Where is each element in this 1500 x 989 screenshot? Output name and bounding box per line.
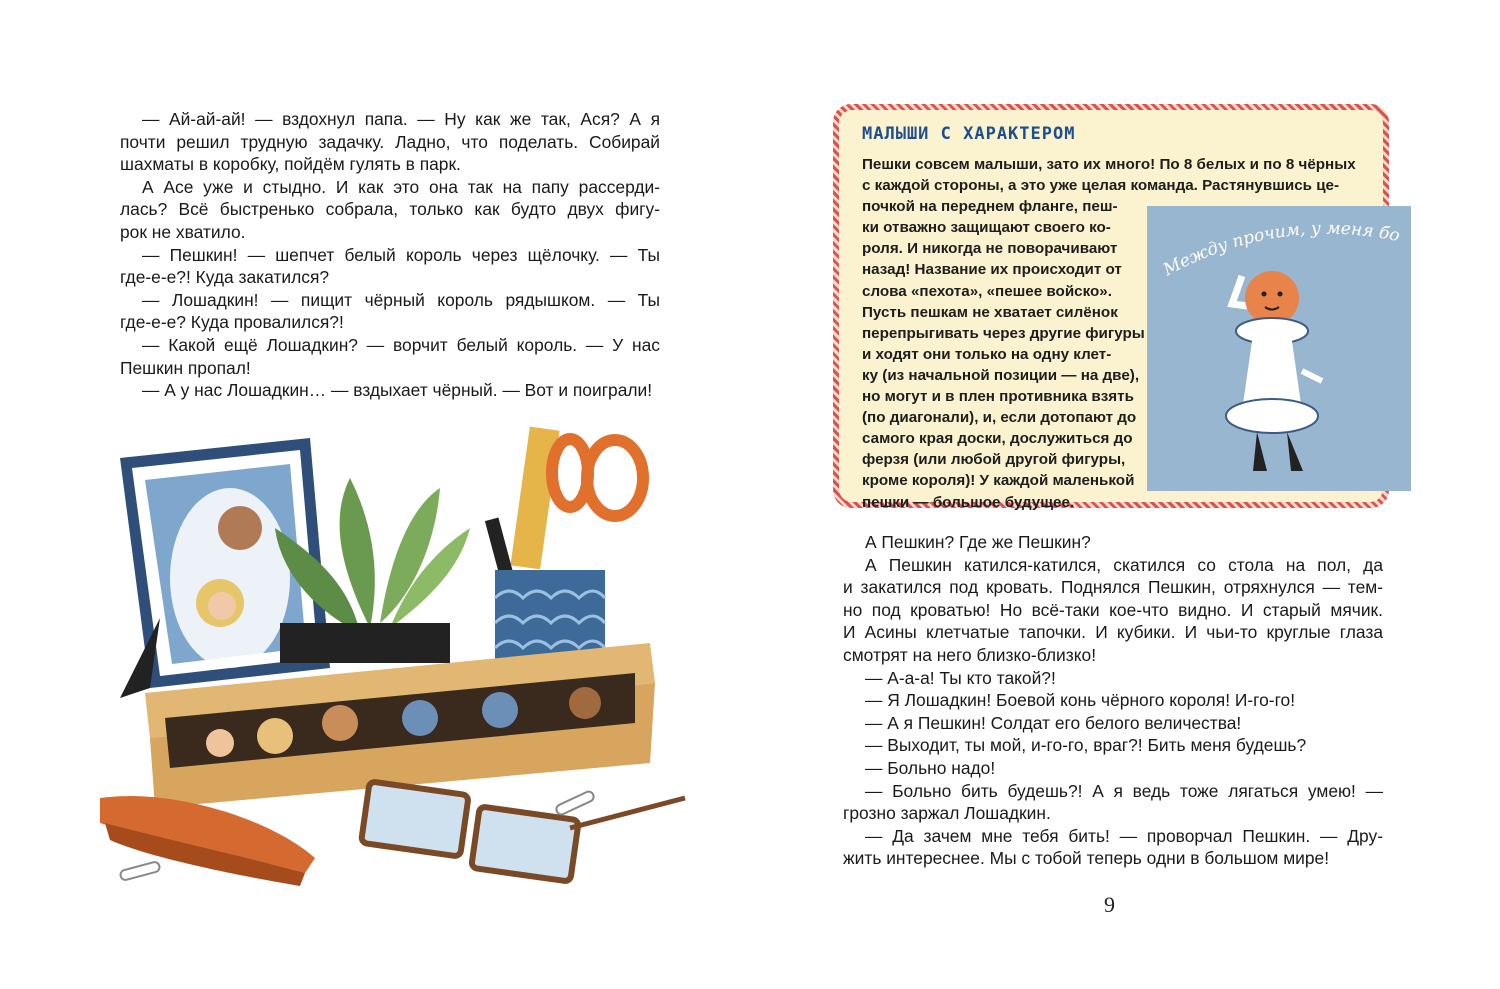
paragraph [843, 780, 1383, 825]
text-line: А Пешкин катился-катился, скатился со стола на пол, да [865, 554, 1383, 575]
text-line: смотрят на него близко-близко! [843, 644, 1097, 665]
sidebar-line: ку (из начальной позиции — на две), [862, 366, 1140, 384]
paragraph [120, 176, 660, 244]
text-line: — Я Лошадкин! Боевой конь чёрного короля! И-го-го! [865, 690, 1296, 711]
text-line: грозно заржал Лошадкин. [843, 803, 1051, 824]
text-line: — Пешкин! — шепчет белый король через щёлочку. — Ты [142, 244, 660, 265]
stapler [100, 796, 315, 886]
sidebar-line: роля. И никогда не поворачивают [862, 240, 1118, 258]
text-line: почти решил трудную задачку. Ладно, что поделать. Собирай [120, 131, 660, 152]
text-line: — Больно бить будешь?! А я ведь тоже лягаться умею! — [865, 780, 1383, 801]
desk-illustration [90, 418, 700, 898]
sidebar-line: почкой на переднем фланге, пеш- [862, 198, 1118, 216]
pawn-drawing [1147, 206, 1411, 491]
text-line: рок не хватило. [120, 221, 246, 242]
text-line: где-е-е?! Куда закатился? [120, 267, 330, 288]
sidebar-title: МАЛЫШИ С ХАРАКТЕРОМ [862, 124, 1076, 144]
right-page-text [843, 531, 1383, 870]
sidebar-line: Пешки совсем малыши, зато их много! По 8 белых и по 8 чёрных [862, 156, 1356, 173]
text-line: — А у нас Лошадкин… — вздыхает чёрный. — Вот и поиграли! [142, 380, 653, 401]
glasses [361, 781, 685, 881]
text-line: Пешкин пропал! [120, 357, 251, 378]
paragraph [843, 734, 1383, 757]
sidebar-line: ферзя (или любой другой фигуры, [862, 451, 1126, 469]
sidebar-line: ки отважно защищают своего ко- [862, 219, 1111, 237]
text-line: где-е-е? Куда провалился?! [120, 312, 344, 333]
text-line: — Какой ещё Лошадкин? — ворчит белый король. — У нас [142, 334, 660, 355]
sidebar-line: кроме короля)! У каждой маленькой [862, 472, 1135, 490]
text-line: — А-а-а! Ты кто такой?! [865, 667, 1056, 688]
text-line: А Пешкин? Где же Пешкин? [865, 532, 1091, 552]
pencil-cup [485, 427, 643, 660]
sidebar-line: Пусть пешкам не хватает силёнок [862, 303, 1118, 321]
text-line: — Выходит, ты мой, и-го-го, враг?! Бить меня будешь? [865, 735, 1307, 756]
paragraph [843, 825, 1383, 870]
paragraph [843, 554, 1383, 667]
left-page-text [120, 108, 660, 402]
pawn-illustration [1147, 206, 1411, 491]
sidebar-line: назад! Название их происходит от [862, 261, 1122, 279]
text-line: но под кроватью! Но всё-таки кое-что видно. И старый мячик. [843, 599, 1383, 620]
text-line: — Да зачем мне тебя бить! — проворчал Пешкин. — Дру- [865, 825, 1383, 846]
text-line: — А я Пешкин! Солдат его белого величества! [865, 712, 1242, 733]
text-line: — Ай-ай-ай! — вздохнул папа. — Ну как же так, Ася? А я [142, 109, 660, 129]
pawn-speech-caption: Между прочим, у меня бо [1160, 218, 1402, 281]
paragraph [120, 244, 660, 289]
sidebar-line: слова «пехота», «пешее войско». [862, 282, 1112, 300]
sidebar-line: но могут и в плен противника взять [862, 388, 1134, 406]
paragraph [843, 712, 1383, 735]
sidebar-line: самого края доски, дослужиться до [862, 430, 1133, 448]
text-line: лась? Всё быстренько собрала, только как будто двух фигу- [120, 199, 660, 220]
page-number: 9 [1104, 892, 1115, 917]
sidebar-line: (по диагонали), и, если дотопают до [862, 409, 1137, 427]
paragraph [120, 108, 660, 176]
paragraph [120, 289, 660, 334]
text-line: И Асины клетчатые тапочки. И кубики. И чьи-то круглые глаза [843, 622, 1383, 643]
paragraph [843, 531, 1383, 554]
pawn-character [1226, 271, 1322, 471]
text-line: жить интереснее. Мы с тобой теперь одни в большом мире! [843, 848, 1330, 869]
paragraph [120, 334, 660, 379]
sidebar-line: с каждой стороны, а это уже целая команда. Растянувшись це- [862, 177, 1340, 195]
text-line: шахматы в коробку, пойдём гулять в парк. [120, 154, 461, 175]
paragraph [843, 667, 1383, 690]
text-line: — Лошадкин! — пищит чёрный король рядышком. — Ты [142, 289, 660, 310]
text-line: — Больно надо! [865, 757, 996, 778]
sidebar-line: пешки — большое будущее. [862, 493, 1075, 511]
paragraph [120, 379, 660, 402]
text-line: и закатился под кровать. Поднялся Пешкин, отряхнулся — тем- [843, 577, 1383, 598]
sidebar-line: и ходят они только на одну клет- [862, 345, 1112, 363]
sidebar-line: перепрыгивать через другие фигуры [862, 324, 1145, 342]
text-line: А Асе уже и стыдно. И как это она так на папу рассерди- [142, 176, 660, 197]
paragraph [843, 689, 1383, 712]
paragraph [843, 757, 1383, 780]
